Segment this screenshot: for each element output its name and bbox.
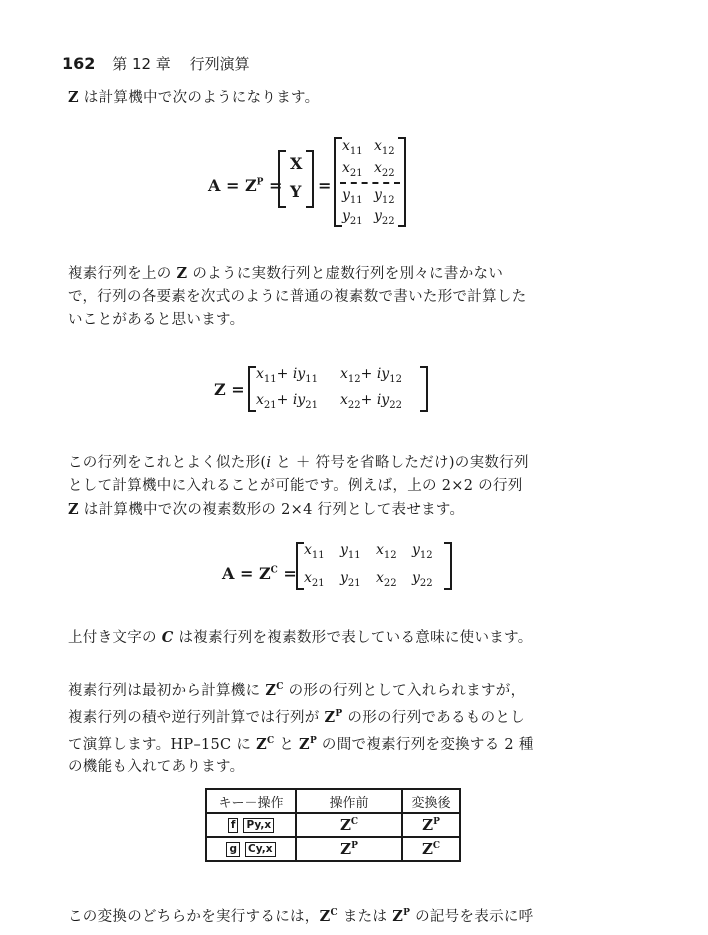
after-cell: $Z^C$ — [402, 837, 460, 861]
eq2-row1-left: $x_{11}+ iy_{11}$ — [256, 366, 318, 385]
before-cell: $Z^P$ — [296, 837, 402, 861]
table-header-row — [206, 789, 460, 813]
eq3-right-bracket — [444, 542, 452, 590]
eq1-equals: = — [318, 176, 332, 195]
eq1-mid-top: X — [290, 154, 303, 173]
paragraph-3: 上付き文字の C は複素行列を複素数形で表している意味に使います。 — [68, 629, 533, 646]
eq3-cell-y21: $y_{21}$ — [340, 570, 361, 589]
eq3-cell-y22: $y_{22}$ — [412, 570, 433, 589]
eq1-cell-y11: $y_{11}$ — [342, 187, 363, 206]
eq1-cell-y22: $y_{22}$ — [374, 208, 395, 227]
key-sequence-cell — [206, 837, 296, 861]
after-cell: $Z^P$ — [402, 813, 460, 837]
eq1-mid-left-bracket — [278, 150, 286, 208]
footer-line: この変換のどちらかを実行するには，$Z^C$ または $Z^P$ の記号を表示に呼 — [68, 907, 534, 925]
eq1-divider — [340, 182, 400, 184]
eq2-row2-right: $x_{22}+ iy_{22}$ — [340, 392, 402, 411]
intro-text: は計算機中で次のようになります。 — [78, 90, 320, 106]
page-header — [62, 53, 250, 74]
table-row — [206, 813, 460, 837]
f-key: f — [228, 818, 239, 833]
g-key: g — [226, 842, 240, 857]
eq3-left-bracket — [296, 542, 304, 590]
chapter-title: 行列演算 — [189, 55, 250, 73]
eq1-cell-x12: $x_{12}$ — [374, 138, 395, 157]
intro-symbol: Z — [68, 89, 79, 106]
eq2-row1-right: $x_{12}+ iy_{12}$ — [340, 366, 402, 385]
before-cell: $Z^C$ — [296, 813, 402, 837]
eq2-row2-left: $x_{21}+ iy_{21}$ — [256, 392, 318, 411]
header-after: 変換後 — [402, 789, 460, 813]
header-key-op: キー－操作 — [206, 789, 296, 813]
intro-line — [68, 86, 628, 110]
eq1-cell-x22: $x_{22}$ — [374, 160, 395, 179]
cy-x-key: Cy,x — [245, 842, 276, 857]
eq1-cell-x11: $x_{11}$ — [342, 138, 363, 157]
eq1-cell-x21: $x_{21}$ — [342, 160, 363, 179]
header-before: 操作前 — [296, 789, 402, 813]
key-sequence-cell — [206, 813, 296, 837]
eq2-left-bracket — [248, 366, 256, 412]
eq1-cell-y21: $y_{21}$ — [342, 208, 363, 227]
eq3-cell-x21: $x_{21}$ — [304, 570, 325, 589]
eq3-cell-y11: $y_{11}$ — [340, 542, 361, 561]
conversion-table — [205, 788, 461, 862]
eq1-mid-right-bracket — [306, 150, 314, 208]
table-row — [206, 837, 460, 861]
paragraph-1: 複素行列を上の Z のように実数行列と虚数行列を別々に書かない で，行列の各要素を次式のように普通の複素数で書いた形で計算した いことがあると思います。 — [68, 265, 527, 328]
eq3-cell-x11: $x_{11}$ — [304, 542, 325, 561]
paragraph-2: この行列をこれとよく似た形(i と ＋ 符号を省略しただけ)の実数行列 として計算機中に入れることが可能です。例えば，上の 2×2 の行列 Z は計算機中で次の複素数形の 2×4 行列として表せます。 — [68, 455, 529, 518]
eq1-lhs: $A = Z^P$ = — [208, 176, 283, 195]
page-number: 162 — [62, 54, 96, 73]
paragraph-4: 複素行列は最初から計算機に $Z^C$ の形の行列として入れられますが， 複素行列の積や逆行列計算では行列が $Z^P$ の形の行列であるものとし て演算します。HP–15C に $Z^C$ と $Z^P$ の間で複素行列を変換する 2 種 の機能も入れてあります。 — [68, 681, 534, 776]
eq3-cell-x22: $x_{22}$ — [376, 570, 397, 589]
eq3-lhs: $A = Z^C$ = — [222, 564, 297, 583]
eq3-cell-x12: $x_{12}$ — [376, 542, 397, 561]
eq3-cell-y12: $y_{12}$ — [412, 542, 433, 561]
chapter-number: 第 12 章 — [112, 55, 171, 73]
py-x-key: Py,x — [243, 818, 274, 833]
eq1-mid-bottom: Y — [290, 182, 302, 201]
eq2-right-bracket — [420, 366, 428, 412]
eq2-lhs: Z = — [214, 380, 245, 399]
eq1-cell-y12: $y_{12}$ — [374, 187, 395, 206]
